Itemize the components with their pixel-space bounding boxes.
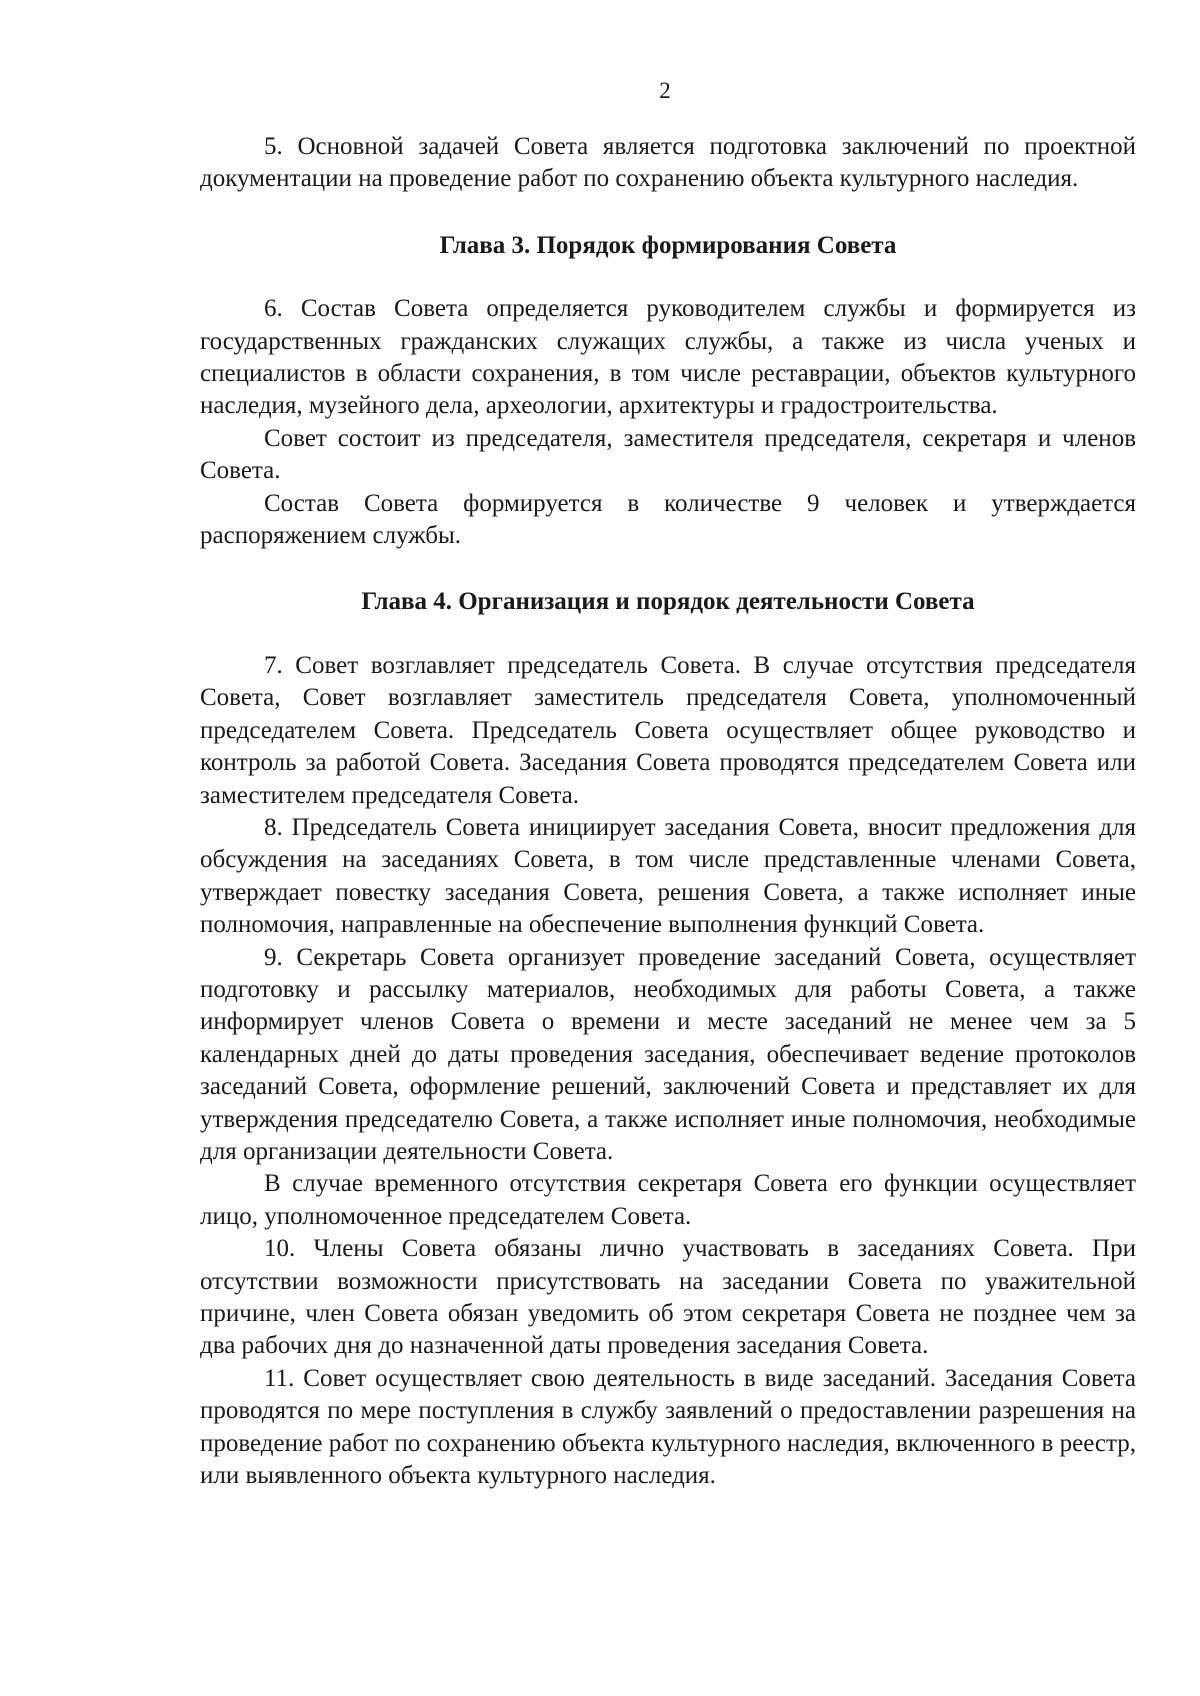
paragraph-5: 5. Основной задачей Совета является подготовка заключений по проектной документации на проведение работ по сохранению объекта культурного наследия. bbox=[200, 133, 1136, 193]
paragraph-7: 7. Совет возглавляет председатель Совета. В случае отсутствия председателя Совета, Совет возглавляет заместитель председателя Совета, уполномоченный председателем Совета. Председатель Совета осуществляет общее руководство и контроль за работой Совета. Заседания Совета проводятся председателем Совета или заместителем председателя Совета. bbox=[200, 651, 1136, 809]
paragraph-council-size: Состав Совета формируется в количестве 9 человек и утверждается распоряжением службы. bbox=[200, 489, 1136, 550]
page-number: 2 bbox=[659, 78, 671, 103]
document-body bbox=[200, 131, 1136, 1492]
chapter-4-heading: Глава 4. Организация и порядок деятельности Совета bbox=[361, 588, 975, 616]
paragraph-council-composition: Совет состоит из председателя, заместителя председателя, секретаря и членов Совета. bbox=[200, 424, 1136, 485]
paragraph-11: 11. Совет осуществляет свою деятельность в виде заседаний. Заседания Совета проводятся по мере поступления в службу заявлений о предоставлении разрешения на проведение работ по сохранению объекта культурного наследия, включенного в реестр, или выявленного объекта культурного наследия. bbox=[200, 1364, 1136, 1490]
chapter-3-heading: Глава 3. Порядок формирования Совета bbox=[439, 231, 897, 259]
paragraph-secretary-absence: В случае временного отсутствия секретаря Совета его функции осуществляет лицо, уполномоченное председателем Совета. bbox=[200, 1170, 1136, 1230]
paragraph-9: 9. Секретарь Совета организует проведение заседаний Совета, осуществляет подготовку и рассылку материалов, необходимых для работы Совета, а также информирует членов Совета о времени и месте заседаний не менее чем за 5 календарных дней до даты проведения заседания, обеспечивает ведение протоколов заседаний Совета, оформление решений, заключений Совета и представляет их для утверждения председателю Совета, а также исполняет иные полномочия, необходимые для организации деятельности Совета. bbox=[200, 943, 1136, 1165]
paragraph-6: 6. Состав Совета определяется руководителем службы и формируется из государственных гражданских служащих службы, а также из числа ученых и специалистов в области сохранения, в том числе реставрации, объектов культурного наследия, музейного дела, археологии, архитектуры и градостроительства. bbox=[200, 295, 1136, 420]
paragraph-8: 8. Председатель Совета инициирует заседания Совета, вносит предложения для обсуждения на заседаниях Совета, в том числе представленные членами Совета, утверждает повестку заседания Совета, решения Совета, а также исполняет иные полномочия, направленные на обеспечение выполнения функций Совета. bbox=[200, 813, 1136, 939]
paragraph-10: 10. Члены Совета обязаны лично участвовать в заседаниях Совета. При отсутствии возможности присутствовать на заседании Совета по уважительной причине, член Совета обязан уведомить об этом секретаря Совета не позднее чем за два рабочих дня до назначенной даты проведения заседания Совета. bbox=[200, 1235, 1136, 1360]
